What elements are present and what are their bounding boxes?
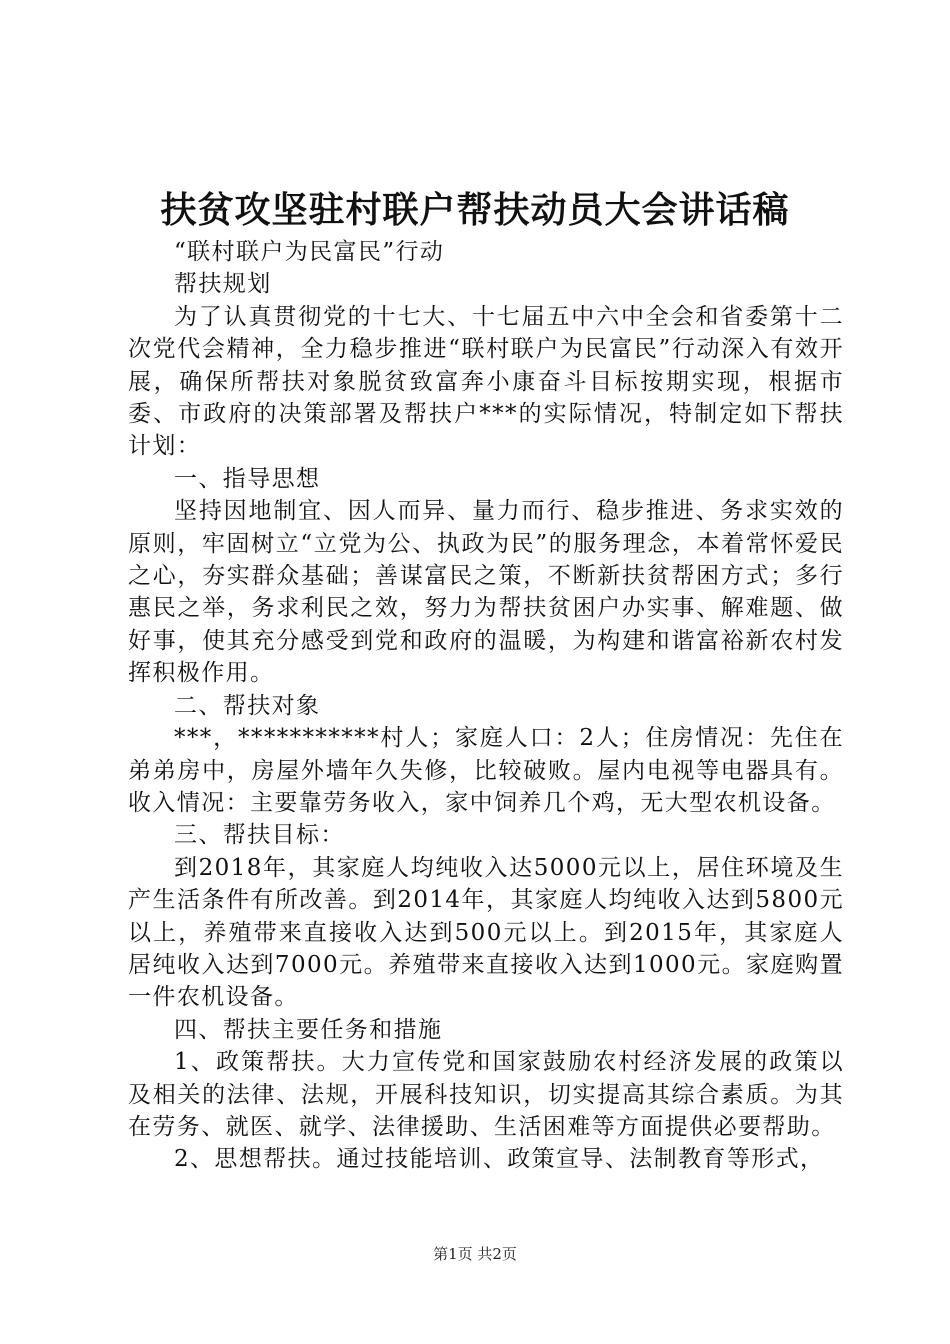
paragraph-target: ***，***********村人；家庭人口：2人；住房情况：先住在弟弟房中，房屋外墙年久失修，比较破败。屋内电视等电器具有。收入情况：主要靠劳务收入，家中饲养几个鸡，无大型农机设备。 [128, 725, 844, 816]
document-body [128, 236, 844, 1176]
section-heading-goals: 三、帮扶目标： [174, 822, 345, 849]
section-heading-measures: 四、帮扶主要任务和措施 [174, 1016, 443, 1043]
paragraph-intro: 为了认真贯彻党的十七大、十七届五中六中全会和省委第十二次党代会精神，全力稳步推进“联村联户为民富民”行动深入有效开展，确保所帮扶对象脱贫致富奔小康奋斗目标按期实现，根据市委、市政府的决策部署及帮扶户***的实际情况，特制定如下帮扶计划： [128, 303, 844, 460]
document-title: 扶贫攻坚驻村联户帮扶动员大会讲话稿 [160, 189, 790, 231]
paragraph-subtitle-2: 帮扶规划 [174, 271, 272, 298]
section-heading-target: 二、帮扶对象 [174, 692, 321, 719]
section-heading-guiding-thought: 一、指导思想 [174, 465, 321, 492]
paragraph-goals: 到2018年，其家庭人均纯收入达5000元以上，居住环境及生产生活条件有所改善。到2014年，其家庭人均纯收入达到5800元以上，养殖带来直接收入达到500元以上。到2015年，其家庭人居纯收入达到7000元。养殖带来直接收入达到1000元。家庭购置一件农机设备。 [128, 854, 844, 1011]
page-footer: 第1页 共2页 [433, 1245, 517, 1263]
paragraph-subtitle-1: “联村联户为民富民”行动 [174, 239, 445, 265]
paragraph-policy-support: 1、政策帮扶。大力宣传党和国家鼓励农村经济发展的政策以及相关的法律、法规，开展科技知识，切实提高其综合素质。为其在劳务、就医、就学、法律援助、生活困难等方面提供必要帮助。 [128, 1049, 844, 1140]
paragraph-guiding-thought: 坚持因地制宜、因人而异、量力而行、稳步推进、务求实效的原则，牢固树立“立党为公、执政为民”的服务理念，本着常怀爱民之心，夯实群众基础；善谋富民之策，不断新扶贫帮困方式；多行惠民之举，务求利民之效，努力为帮扶贫困户办实事、解难题、做好事，使其充分感受到党和政府的温暖，为构建和谐富裕新农村发挥积极作用。 [128, 498, 844, 687]
paragraph-ideological-support: 2、思想帮扶。通过技能培训、政策宣导、法制教育等形式， [174, 1146, 825, 1173]
